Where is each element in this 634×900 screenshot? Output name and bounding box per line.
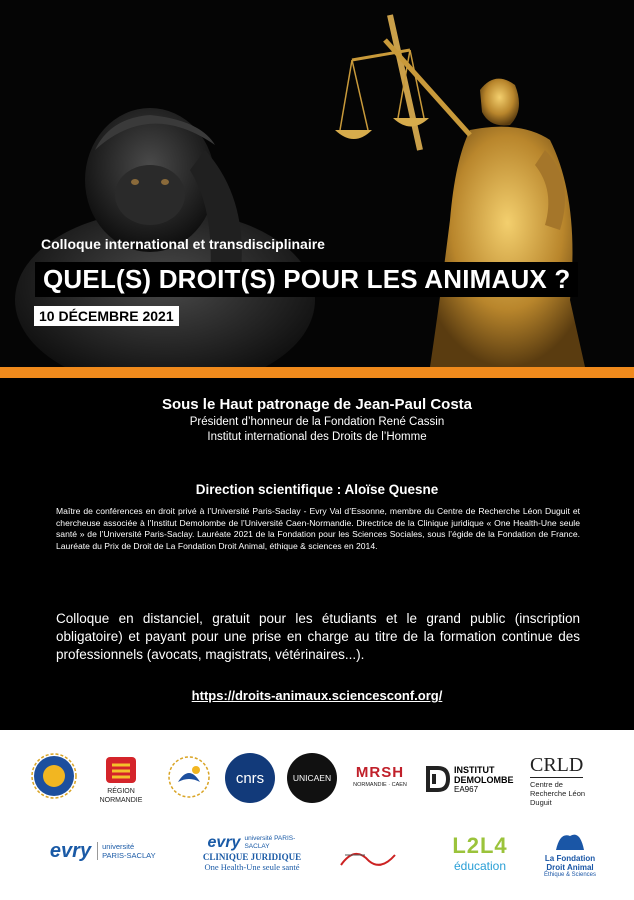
- universite-evry-paris-saclay-logo: [40, 826, 170, 876]
- partner-logos: [0, 730, 634, 900]
- fondation-text-1: La Fondation: [544, 853, 596, 863]
- zoosemiotique-logo: [334, 832, 414, 878]
- clinique-saclay-text: université PARIS-SACLAY: [244, 835, 296, 850]
- patronage-line-2: Institut international des Droits de l’Homme: [207, 431, 427, 443]
- crld-subtext: Centre de Recherche Léon Duguit: [530, 779, 586, 807]
- l2l4-text: L2L4: [452, 833, 508, 858]
- event-title: QUEL(S) DROIT(S) POUR LES ANIMAUX ?: [35, 262, 578, 297]
- lady-justice-statue-image: [335, 15, 585, 367]
- fondation-text-2: Droit Animal: [546, 862, 594, 872]
- l2l4-education-logo: [440, 828, 520, 878]
- event-subtitle: Colloque international et transdisciplinaire: [41, 236, 325, 252]
- mrsh-subtext: NORMANDIE · CAEN: [353, 782, 407, 788]
- paris-saclay-logo-text: université PARIS-SACLAY: [97, 842, 160, 860]
- region-normandie-logo: [88, 752, 154, 808]
- demolombe-text: INSTITUT DEMOLOMBE: [454, 764, 514, 785]
- one-health-text: One Health-Une seule santé: [204, 862, 300, 872]
- direction-title: Direction scientifique : Aloïse Quesne: [195, 482, 439, 497]
- info-section: [0, 378, 634, 730]
- hero-banner: [0, 0, 634, 367]
- normandie-paix-logo-2: [164, 752, 214, 802]
- normandie-paix-logo-1: [30, 752, 78, 800]
- fondation-text-3: Éthique & Sciences: [543, 871, 597, 878]
- cnrs-logo: [224, 752, 276, 804]
- event-date: 10 DÉCEMBRE 2021: [34, 306, 179, 326]
- orange-divider: [0, 367, 634, 378]
- demolombe-code: EA967: [454, 784, 479, 794]
- patronage-line-1: Président d’honneur de la Fondation René Cassin: [189, 416, 445, 428]
- unicaen-logo: [286, 752, 338, 804]
- institut-demolombe-logo: [420, 758, 520, 800]
- crld-logo: [530, 754, 620, 806]
- fondation-droit-animal-logo: [532, 822, 608, 884]
- mrsh-text: MRSH: [355, 764, 405, 781]
- evry-logo-text: evry: [49, 839, 92, 862]
- crld-text: CRLD: [530, 753, 584, 776]
- registration-link[interactable]: https://droits-animaux.sciencesconf.org/: [191, 688, 443, 703]
- mrsh-logo: [350, 752, 410, 802]
- colloque-description: Colloque en distanciel, gratuit pour les étudiants et le grand public (inscription obligatoire) et payant pour une prise en charge au titre de la formation continue des professionnels (avocats, magistrats, vétérinaires...).: [56, 611, 580, 662]
- region-normandie-text: RÉGION NORMANDIE: [99, 788, 143, 804]
- unicaen-text: UNICAEN: [292, 773, 332, 783]
- clinique-evry-text: evry: [207, 834, 241, 851]
- clinique-juridique-logo: [190, 820, 314, 886]
- patronage-title: Sous le Haut patronage de Jean-Paul Costa: [161, 396, 473, 413]
- cnrs-text: cnrs: [235, 770, 265, 787]
- clinique-juridique-text: CLINIQUE JURIDIQUE: [202, 852, 302, 862]
- direction-bio: Maître de conférences en droit privé à l’Université Paris-Saclay - Evry Val d’Essonne, membre du Centre de Recherche Léon Duguit et chercheuse associée à l’Institut Demolombe de l’Université Caen-Normandie. Directrice de la Clinique juridique « One Health-Une seule santé » de l’Université Paris-Saclay. Lauréate 2021 de la Fondation pour les Sciences Sociales, sous l’égide de la Fondation de France. Lauréate du Prix de Droit de La Fondation Droit Animal, éthique & sciences en 2014.: [56, 506, 580, 551]
- l2l4-subtext: éducation: [453, 859, 507, 873]
